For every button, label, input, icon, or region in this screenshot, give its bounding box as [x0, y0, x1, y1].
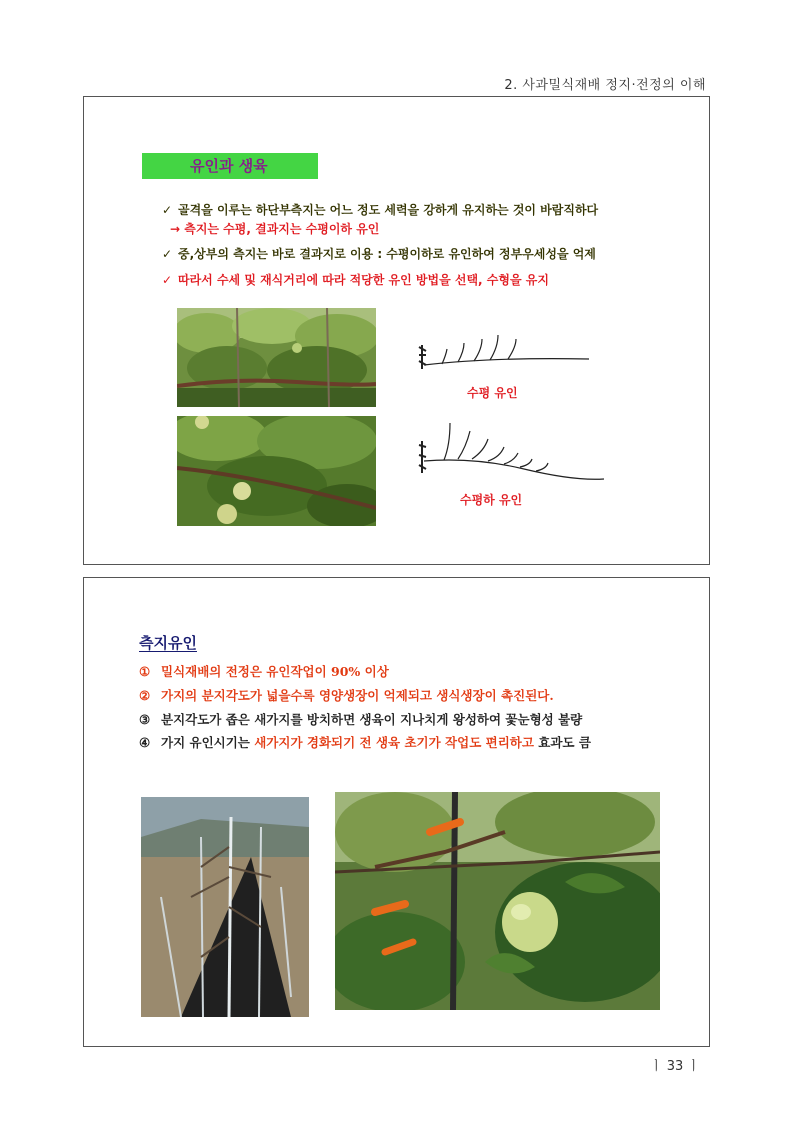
orchard-photo-horizontal — [177, 308, 376, 407]
below-horizontal-training-diagram — [414, 417, 614, 491]
panel-lateral-branch-training — [83, 577, 710, 1047]
item-number: ④ — [139, 735, 151, 750]
footer-bar-right: ㅣ — [683, 1059, 700, 1074]
diagram-label-below-horizontal: 수평하 유인 — [460, 493, 523, 507]
check-icon: ✓ — [162, 247, 173, 261]
bullet-text: 골격을 이루는 하단부측지는 어느 정도 세력을 강하게 유지하는 것이 바람직하다 — [178, 203, 599, 217]
check-icon: ✓ — [162, 273, 173, 287]
item-number: ① — [139, 664, 151, 679]
orchard-photo-below-horizontal — [177, 416, 376, 526]
page-number-value: 33 — [666, 1059, 684, 1074]
list-item — [139, 686, 554, 704]
item-text: 효과도 큼 — [533, 735, 591, 750]
page-number — [650, 1055, 700, 1074]
bullet-item — [162, 271, 549, 288]
section-title: 측지유인 — [139, 634, 197, 652]
item-text: 밀식재배의 전정은 유인작업이 90% 이상 — [161, 664, 389, 679]
panel-training-and-growth — [83, 96, 710, 565]
item-number: ② — [139, 688, 151, 703]
bullet-item — [162, 245, 596, 262]
bullet-text: 따라서 수세 및 재식거리에 따라 적당한 유인 방법을 선택, 수형을 유지 — [178, 273, 549, 287]
bullet-text: 중,상부의 측지는 바로 결과지로 이용 : 수평이하로 유인하여 정부우세성을 억제 — [178, 247, 596, 261]
list-item — [139, 710, 582, 728]
section-title: 유인과 생육 — [142, 153, 318, 179]
branch-clip-apple-photo — [335, 792, 660, 1010]
item-text: 가지 유인시기는 — [161, 735, 255, 750]
horizontal-training-diagram — [414, 325, 594, 379]
trellis-orchard-photo — [141, 797, 309, 1017]
list-item — [139, 662, 389, 680]
item-text: 분지각도가 좁은 새가지를 방치하면 생육이 지나치게 왕성하여 꽃눈형성 불량 — [161, 712, 583, 727]
bullet-item — [162, 201, 598, 218]
item-number: ③ — [139, 712, 151, 727]
list-item — [139, 733, 591, 751]
item-text: 가지의 분지각도가 넓을수록 영양생장이 억제되고 생식생장이 촉진된다. — [161, 688, 554, 703]
item-highlight: 새가지가 경화되기 전 생육 초기가 작업도 편리하고 — [254, 735, 534, 750]
footer-bar-left: ㅣ — [650, 1059, 667, 1074]
bullet-subtext: → 측지는 수평, 결과지는 수평이하 유인 — [170, 222, 380, 236]
diagram-label-horizontal: 수평 유인 — [467, 386, 518, 400]
check-icon: ✓ — [162, 203, 173, 217]
page-header: 2. 사과밀식재배 정지·전정의 이해 — [504, 78, 706, 93]
